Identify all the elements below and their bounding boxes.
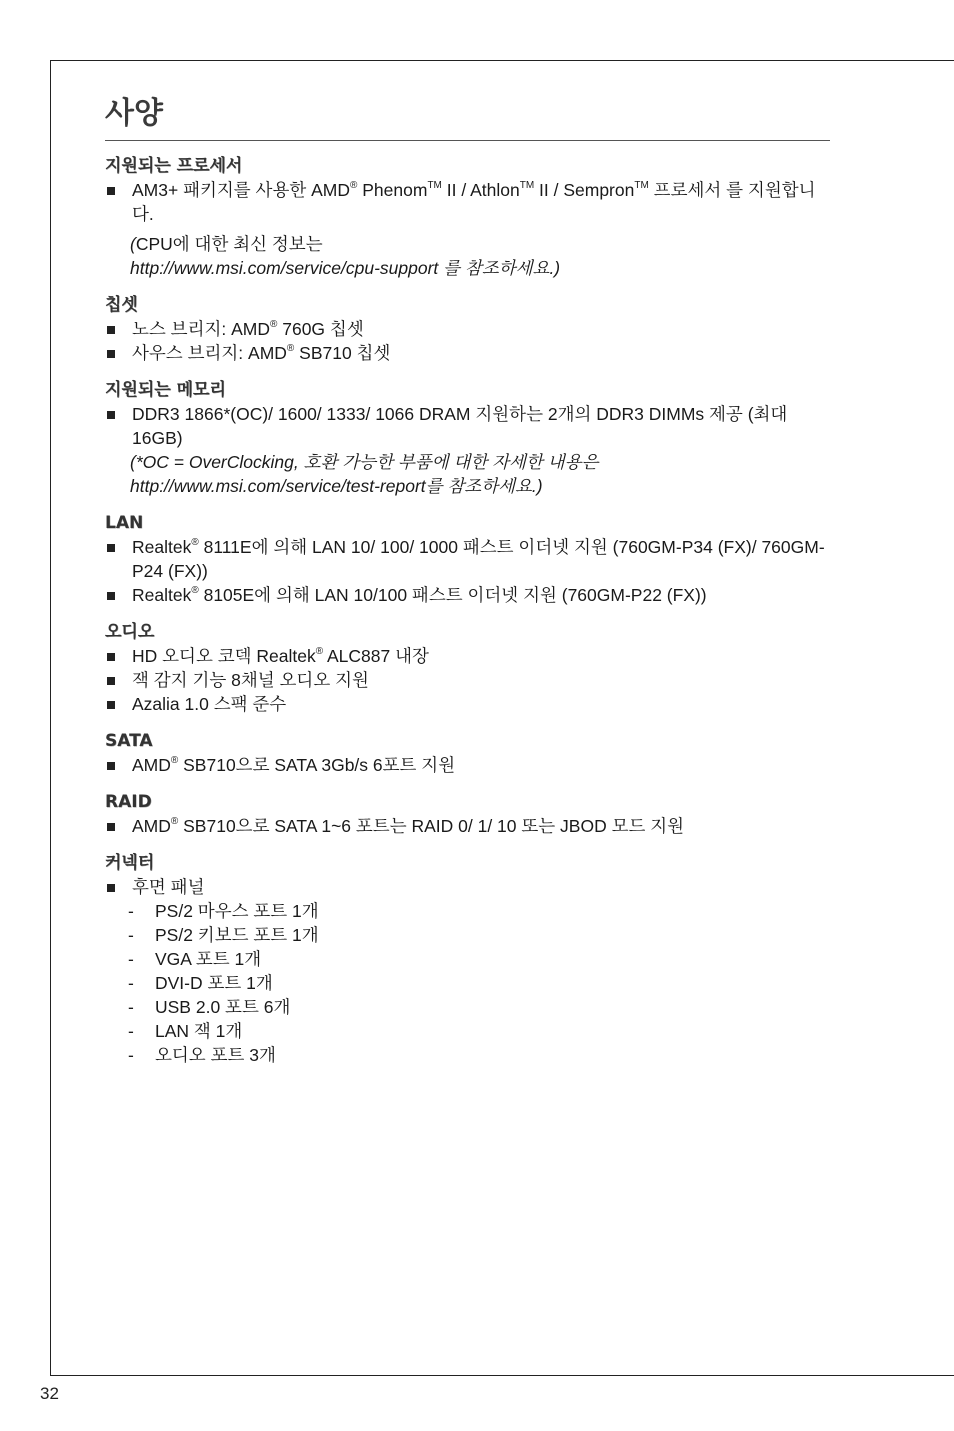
section-heading-connectors: 커넥터 (105, 853, 155, 873)
page-frame-bottom-line (50, 1375, 954, 1376)
section-connectors (105, 852, 830, 1067)
trademark-mark: TM (427, 180, 442, 192)
cpu-list (105, 178, 830, 226)
list-item (105, 753, 830, 777)
registered-mark: ® (315, 646, 324, 658)
page-frame-top-line (50, 60, 954, 61)
audio-text: ALC887 내장 (323, 646, 429, 666)
port-item (128, 923, 830, 947)
note-paren: ( (130, 234, 136, 254)
square-bullet-icon (107, 653, 115, 661)
chipset-text: 760G 칩셋 (277, 319, 364, 339)
square-bullet-icon (107, 677, 115, 685)
list-item (105, 317, 830, 341)
registered-mark: ® (170, 755, 179, 767)
chipset-text: 사우스 브리지: AMD (132, 343, 287, 363)
section-lan (105, 512, 830, 607)
sata-list (105, 753, 830, 777)
dash-bullet: - (128, 997, 134, 1017)
dash-bullet: - (128, 973, 134, 993)
page-number: 32 (40, 1384, 59, 1403)
port-item (128, 971, 830, 995)
dash-bullet: - (128, 901, 134, 921)
connectors-list (105, 875, 830, 899)
section-heading-chipset: 칩셋 (105, 295, 138, 315)
square-bullet-icon (107, 187, 115, 195)
audio-list (105, 644, 830, 716)
square-bullet-icon (107, 350, 115, 358)
list-item (105, 535, 830, 583)
audio-text: Azalia 1.0 스팩 준수 (132, 694, 287, 714)
port-item (128, 947, 830, 971)
list-item (105, 692, 830, 716)
lan-text: 8111E에 의해 LAN 10/ 100/ 1000 패스트 이더넷 지원 (760GM-P34 (FX)/ 760GM-P24 (FX)) (132, 537, 825, 581)
trademark-mark: TM (634, 180, 649, 192)
lan-text: 8105E에 의해 LAN 10/100 패스트 이더넷 지원 (760GM-P22 (FX)) (198, 585, 707, 605)
list-item (105, 875, 830, 899)
section-heading-memory: 지원되는 메모리 (105, 380, 226, 400)
dash-bullet: - (128, 1045, 134, 1065)
lan-text: Realtek (132, 585, 192, 605)
cpu-support-text: Phenom (357, 180, 428, 200)
cpu-note-line1: CPU에 대한 최신 정보는 (135, 234, 323, 254)
list-item (105, 644, 830, 668)
memory-text: DDR3 1866*(OC)/ 1600/ 1333/ 1066 DRAM 지원하는 2개의 DDR3 DIMMs 제공 (최대 16GB) (132, 404, 788, 448)
cpu-support-text: II / Athlon (441, 180, 520, 200)
port-item (128, 1019, 830, 1043)
list-item (105, 341, 830, 365)
section-chipset (105, 294, 830, 365)
port-item (128, 899, 830, 923)
square-bullet-icon (107, 823, 115, 831)
rear-panel-ports-list (105, 899, 830, 1067)
list-item (105, 402, 830, 450)
square-bullet-icon (107, 411, 115, 419)
port-text: VGA 포트 1개 (155, 949, 262, 969)
memory-list (105, 402, 830, 450)
cpu-support-text: II / Sempron (534, 180, 635, 200)
port-text: USB 2.0 포트 6개 (155, 997, 291, 1017)
lan-text: Realtek (132, 537, 192, 557)
chipset-text: 노스 브리지: AMD (132, 319, 270, 339)
section-raid (105, 791, 830, 838)
memory-note: (*OC = OverClocking, 호환 가능한 부품에 대한 자세한 내용은 http://www.msi.com/service/test-report를 참조하세요.) (130, 452, 599, 496)
cpu-support-text: 프로세서 를 지원합니다. (132, 180, 816, 224)
raid-text: AMD (132, 816, 171, 836)
port-text: PS/2 마우스 포트 1개 (155, 901, 319, 921)
lan-list (105, 535, 830, 607)
cpu-note (105, 232, 830, 256)
trademark-mark: TM (519, 180, 535, 192)
sata-text: AMD (132, 755, 171, 775)
list-item (105, 583, 830, 607)
section-cpu (105, 155, 830, 280)
registered-mark: ® (170, 816, 179, 828)
registered-mark: ® (270, 319, 278, 331)
square-bullet-icon (107, 326, 115, 334)
section-heading-audio: 오디오 (105, 622, 155, 642)
port-text: LAN 잭 1개 (155, 1021, 243, 1041)
section-audio (105, 621, 830, 716)
square-bullet-icon (107, 592, 115, 600)
spec-content (105, 92, 830, 1067)
sata-text: SB710으로 SATA 3Gb/s 6포트 지원 (178, 755, 456, 775)
port-text: 오디오 포트 3개 (155, 1045, 276, 1065)
section-heading-cpu: 지원되는 프로세서 (105, 156, 243, 176)
port-text: PS/2 키보드 포트 1개 (155, 925, 319, 945)
registered-mark: ® (286, 343, 295, 355)
chipset-text: SB710 칩셋 (294, 343, 391, 363)
rear-panel-label: 후면 패널 (132, 877, 205, 897)
section-memory (105, 379, 830, 498)
raid-text: SB710으로 SATA 1~6 포트는 RAID 0/ 1/ 10 또는 JBOD 모드 지원 (178, 816, 685, 836)
list-item (105, 814, 830, 838)
square-bullet-icon (107, 544, 115, 552)
dash-bullet: - (128, 925, 134, 945)
section-heading-lan: LAN (105, 513, 144, 533)
dash-bullet: - (128, 1021, 134, 1041)
page-title: 사양 (105, 96, 163, 131)
cpu-note-link: http://www.msi.com/service/cpu-support 를 참조하세요.) (130, 258, 561, 278)
port-item (128, 995, 830, 1019)
list-item (105, 668, 830, 692)
audio-text: 잭 감지 기능 8채널 오디오 지원 (132, 670, 369, 690)
registered-mark: ® (191, 537, 199, 549)
list-item (105, 178, 830, 226)
square-bullet-icon (107, 762, 115, 770)
section-heading-sata: SATA (105, 731, 153, 751)
dash-bullet: - (128, 949, 134, 969)
registered-mark: ® (350, 180, 358, 192)
registered-mark: ® (191, 585, 199, 597)
section-sata (105, 730, 830, 777)
port-item (128, 1043, 830, 1067)
chipset-list (105, 317, 830, 365)
section-heading-raid: RAID (105, 792, 152, 812)
port-text: DVI-D 포트 1개 (155, 973, 273, 993)
page-frame-left-line (50, 60, 51, 1375)
square-bullet-icon (107, 884, 115, 892)
title-divider (105, 140, 830, 141)
square-bullet-icon (107, 701, 115, 709)
raid-list (105, 814, 830, 838)
cpu-support-text: AM3+ 패키지를 사용한 AMD (132, 180, 351, 200)
audio-text: HD 오디오 코덱 Realtek (132, 646, 316, 666)
